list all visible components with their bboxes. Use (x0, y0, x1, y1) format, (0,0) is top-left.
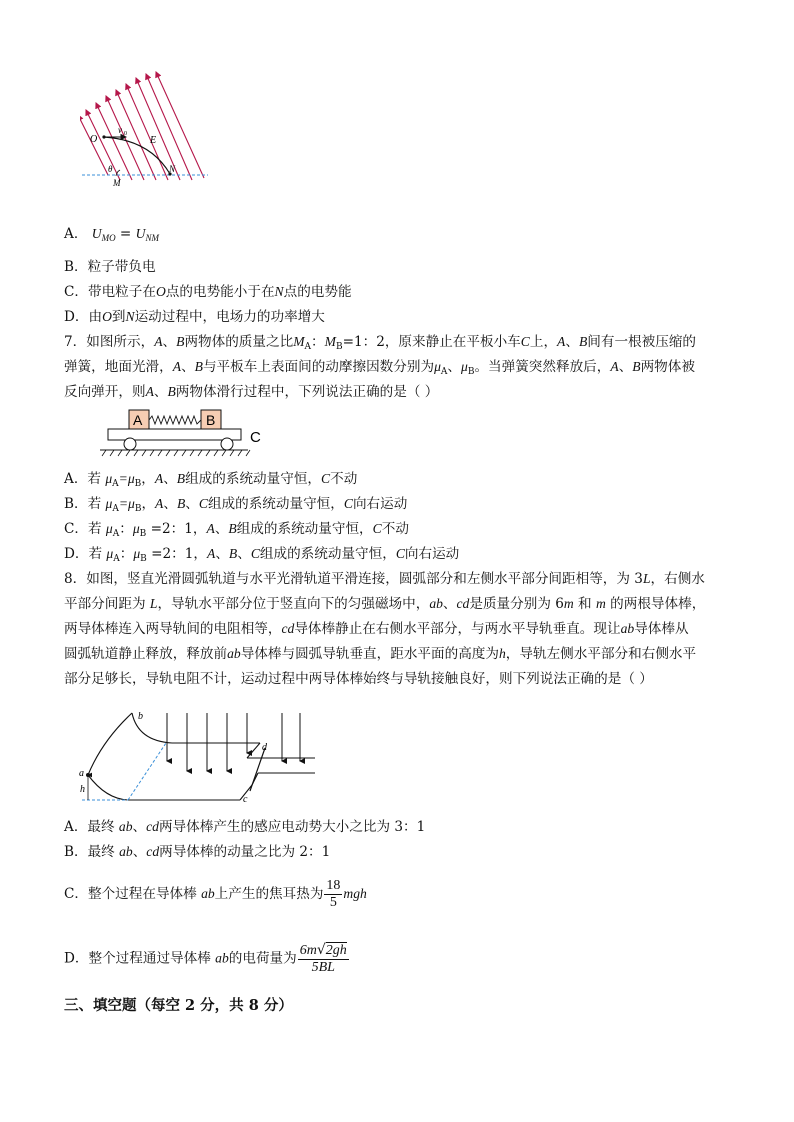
field-diagram (80, 70, 220, 190)
fraction-charge: $\frac{6m√2gh}{5BL}$ (299, 942, 347, 975)
q8-stem-line-4: 圆弧轨道静止释放，释放前ab导体棒与圆弧导轨垂直，距水平面的高度为h，导轨左侧水平部分和右侧水平 (64, 646, 697, 662)
q7-option-a: A．若 $\mu_A=\mu_B$，A、B组成的系统动量守恒，C不动 (64, 471, 358, 489)
spring (149, 416, 201, 424)
rod-cd (250, 748, 265, 791)
q8-option-c: C．整个过程在导体棒 ab上产生的焦耳热为 $\frac{18}{5}$ mgh (64, 878, 367, 910)
q7-option-d: D．若 $\mu_A$：$\mu_B =2$：1，A、B、C组成的系统动量守恒，C向右运动 (64, 546, 460, 564)
ground-hatch (102, 450, 250, 456)
cart-diagram (100, 408, 310, 458)
svg-text:b: b (138, 711, 143, 722)
label-theta: θ (108, 164, 113, 174)
svg-text:B: B (206, 412, 216, 428)
label-O: O (90, 134, 98, 145)
label-N: N (169, 164, 176, 174)
svg-text:d: d (262, 742, 267, 753)
section-heading: 三、填空题（每空 2 分，共 8 分） (64, 997, 293, 1014)
q7-option-b: B．若 $\mu_A=\mu_B$，A、B、C组成的系统动量守恒，C向右运动 (64, 496, 408, 514)
q8-stem-line-1: 8．如图，竖直光滑圆弧轨道与水平光滑轨道平滑连接，圆弧部分和左侧水平部分间距相等，为 3L，右侧水 (64, 571, 705, 587)
q6-option-a: A． $U_{MO} = U_{NM}$ (64, 226, 159, 243)
field-lines (80, 72, 204, 180)
arc-rail-outer (88, 713, 132, 775)
q8-option-a: A．最终 ab、cd两导体棒产生的感应电动势大小之比为 3：1 (64, 819, 426, 835)
q8-stem-line-5: 部分足够长，导轨电阻不计，运动过程中两导体棒始终与导轨接触良好，则下列说法正确的是（ ） (64, 671, 653, 687)
q6-option-b: B．粒子带负电 (64, 259, 156, 275)
label-M: M (113, 178, 121, 188)
magnetic-field-arrows (167, 713, 300, 771)
q8-stem-line-2: 平部分间距为 L，导轨水平部分位于竖直向下的匀强磁场中，ab、cd是质量分别为 6m 和 m 的两根导体棒， (64, 596, 706, 612)
lower-rail (88, 775, 240, 800)
q7-stem-line-2: 弹簧，地面光滑，A、B与平板车上表面间的动摩擦因数分别为$\mu_A$、$\mu_B$。当弹簧突然释放后，A、B两物体被 (64, 359, 695, 377)
label-E: E (150, 135, 157, 146)
q6-option-c: C．带电粒子在O点的电势能小于在N点的电势能 (64, 284, 352, 300)
svg-text:0: 0 (124, 131, 127, 137)
q7-stem-line-3: 反向弹开，则A、B两物体滑行过程中，下列说法正确的是（ ） (64, 384, 439, 400)
q7-option-c: C．若 $\mu_A$：$\mu_B =2$：1，A、B组成的系统动量守恒，C不动 (64, 521, 409, 539)
svg-text:C: C (250, 429, 261, 446)
q7-stem-line-1: 7．如图所示，A、B两物体的质量之比$M_A$：$M_B=1$：2，原来静止在平板小车C上，A、B间有一根被压缩的 (64, 334, 697, 352)
svg-text:c: c (243, 794, 248, 805)
q8-stem-line-3: 两导体棒连入两导轨间的电阻相等，cd导体棒静止在右侧水平部分，与两水平导轨垂直。现让ab导体棒从 (64, 621, 689, 637)
svg-text:a: a (79, 768, 84, 779)
q8-option-b: B．最终 ab、cd两导体棒的动量之比为 2：1 (64, 844, 331, 860)
fraction-18-5: $\frac{18}{5}$ (326, 878, 341, 910)
svg-text:h: h (80, 784, 85, 795)
wheel-right (221, 438, 233, 450)
wheel-left (124, 438, 136, 450)
q8-option-d: D．整个过程通过导体棒 ab的电荷量为 $\frac{6m√2gh}{5BL}$ (64, 942, 347, 975)
dashed-ab-start (128, 743, 166, 800)
q6-option-d: D．由O到N运动过程中，电场力的功率增大 (64, 309, 325, 325)
svg-text:v: v (118, 125, 122, 135)
rail-diagram (72, 703, 332, 808)
svg-text:A: A (133, 412, 143, 428)
